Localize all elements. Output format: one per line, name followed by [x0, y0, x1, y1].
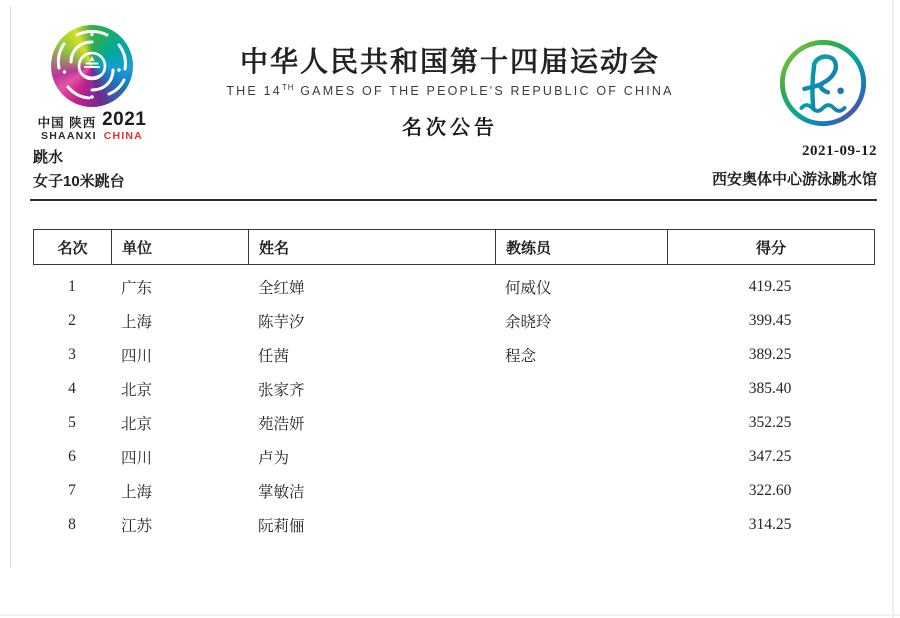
column-header-name: 姓名	[249, 230, 496, 264]
unit-cell: 江苏	[121, 518, 153, 535]
coach-cell	[495, 440, 667, 474]
diving-pictogram-icon	[776, 36, 870, 130]
title-en-suffix: GAMES OF THE PEOPLE'S REPUBLIC OF CHINA	[294, 84, 674, 99]
rank-cell: 4	[68, 380, 76, 397]
page-edge-left	[10, 6, 11, 568]
score-cell: 399.45	[748, 312, 792, 329]
coach-cell: 何威仪	[505, 280, 552, 297]
name-cell: 陈芋汐	[258, 314, 305, 331]
coach-cell	[495, 508, 667, 542]
coach-cell: 程念	[505, 348, 537, 365]
table-row	[33, 372, 876, 406]
unit-cell: 上海	[121, 314, 153, 331]
title-block	[160, 40, 740, 140]
column-header-rank: 名次	[34, 230, 112, 264]
table-row	[33, 508, 876, 542]
name-cell: 阮莉俪	[258, 518, 305, 535]
name-cell: 掌敏洁	[258, 484, 305, 501]
unit-cell: 上海	[121, 484, 153, 501]
games-emblem-swirl-icon	[51, 25, 133, 107]
title-en-superscript: TH	[281, 83, 295, 92]
coach-cell: 余晓玲	[505, 314, 552, 331]
coach-cell	[495, 474, 667, 508]
rank-cell: 7	[68, 482, 76, 499]
column-header-coach: 教练员	[496, 230, 668, 264]
coach-cell	[495, 372, 667, 406]
bulletin-title: 名次公告	[402, 117, 498, 140]
sport-label: 跳水	[33, 149, 64, 166]
unit-cell: 四川	[121, 450, 153, 467]
event-label: 女子10米跳台	[33, 173, 125, 190]
table-row	[33, 338, 876, 372]
emblem-region-label: 中国 陕西	[37, 115, 97, 130]
name-cell: 张家齐	[258, 382, 305, 399]
event-venue: 西安奥体中心游泳跳水馆	[711, 171, 877, 188]
score-cell: 385.40	[748, 380, 792, 397]
column-header-score: 得分	[755, 239, 786, 257]
table-row	[33, 474, 876, 508]
rank-cell: 3	[68, 346, 76, 363]
score-cell: 314.25	[748, 516, 792, 533]
games-title-cn: 中华人民共和国第十四届运动会	[239, 46, 660, 77]
unit-cell: 北京	[121, 382, 153, 399]
rank-cell: 1	[68, 278, 76, 295]
table-row	[33, 304, 876, 338]
page-edge-right	[892, 0, 894, 618]
unit-cell: 四川	[121, 348, 153, 365]
unit-cell: 广东	[121, 280, 153, 297]
rank-cell: 8	[68, 516, 76, 533]
table-row	[33, 440, 876, 474]
unit-cell: 北京	[121, 416, 153, 433]
games-title-en	[160, 83, 740, 98]
table-row	[33, 406, 876, 440]
table-row	[33, 270, 876, 304]
score-cell: 389.25	[748, 346, 792, 363]
column-header-unit: 单位	[112, 230, 249, 264]
name-cell: 任茜	[258, 348, 290, 365]
score-cell: 419.25	[748, 278, 792, 295]
rank-cell: 5	[68, 414, 76, 431]
emblem-region-en-label: SHAANXI	[41, 129, 97, 142]
score-cell: 347.25	[748, 448, 792, 465]
name-cell: 苑浩妍	[258, 416, 305, 433]
event-date: 2021-09-12	[802, 143, 877, 159]
name-cell: 卢为	[258, 450, 290, 467]
rank-cell: 6	[68, 448, 76, 465]
score-cell: 352.25	[748, 414, 792, 431]
emblem-year-label: 2021	[102, 109, 147, 130]
rank-cell: 2	[68, 312, 76, 329]
emblem-country-label: CHINA	[103, 129, 143, 142]
coach-cell	[495, 406, 667, 440]
emblem-caption	[35, 110, 149, 142]
table-body	[33, 270, 876, 542]
name-cell: 全红婵	[258, 280, 305, 297]
games-emblem	[35, 25, 149, 142]
header-divider	[30, 199, 877, 201]
title-en-prefix: THE 14	[226, 84, 282, 99]
table-header-row	[33, 229, 875, 265]
score-cell: 322.60	[748, 482, 792, 499]
page-edge-bottom	[0, 614, 900, 616]
